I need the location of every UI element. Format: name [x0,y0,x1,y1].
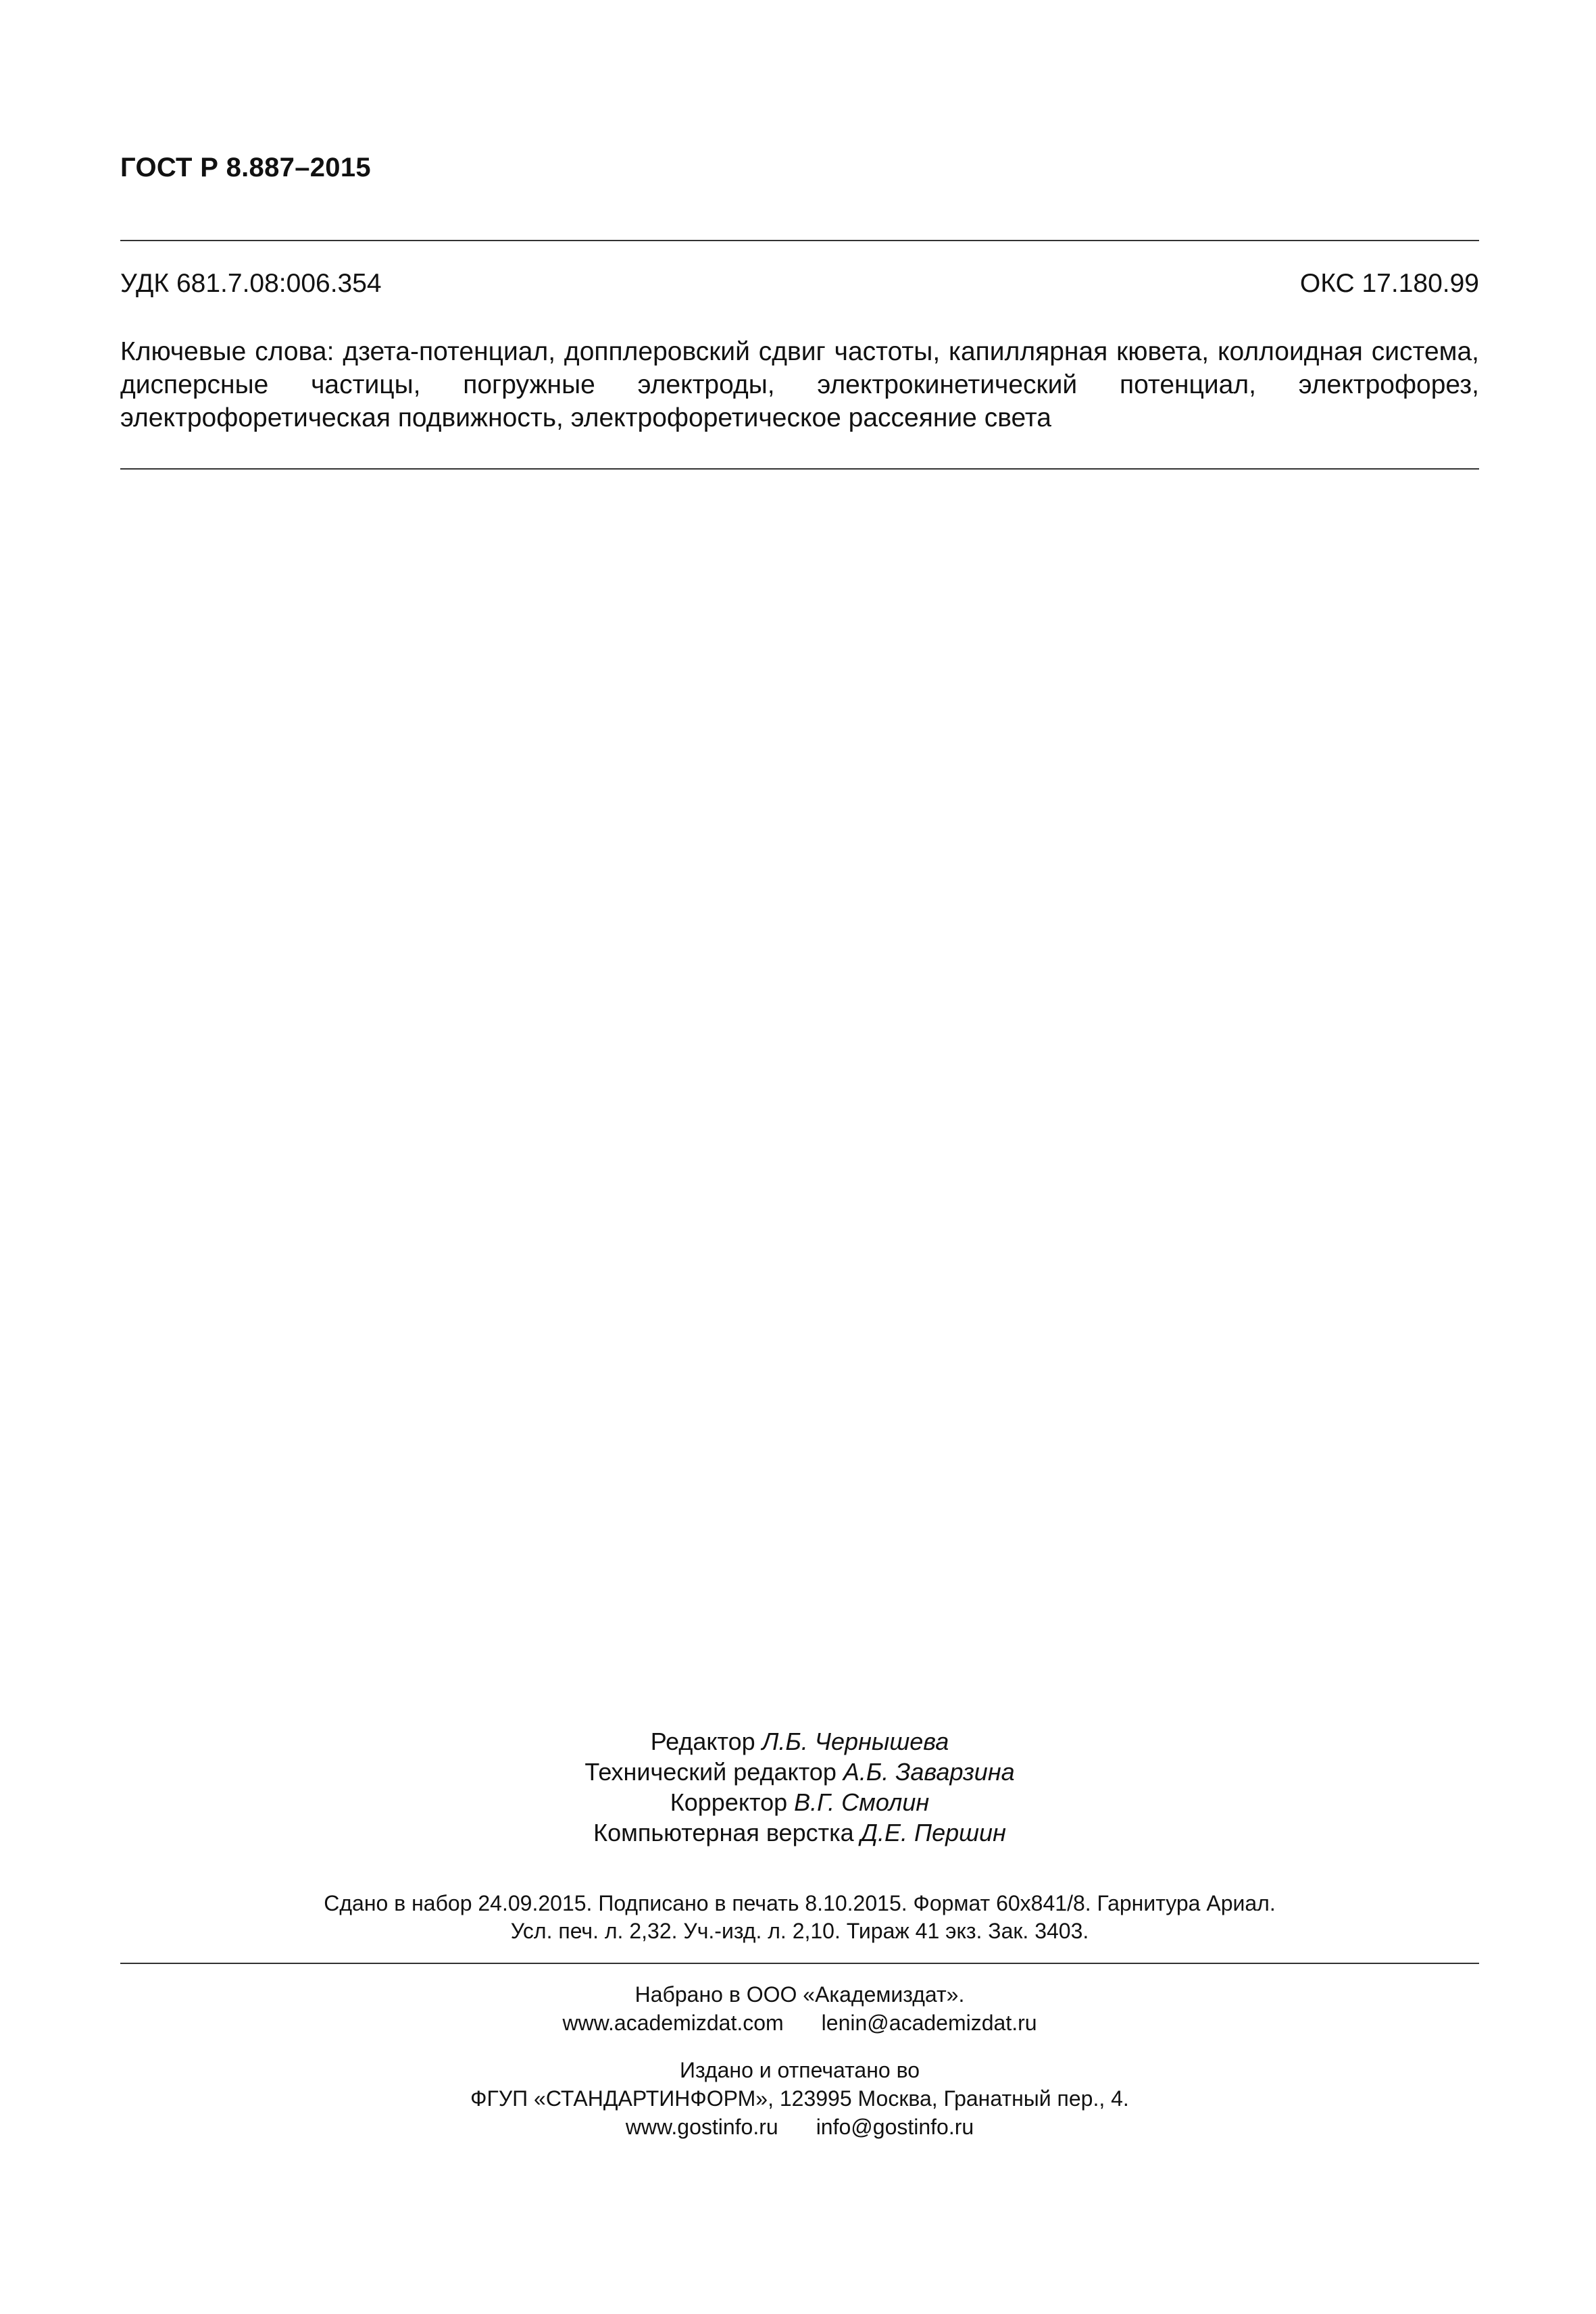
publisher-email-link[interactable]: info@gostinfo.ru [816,2115,974,2139]
keywords-divider [120,468,1479,470]
typeset-email-link[interactable]: lenin@academizdat.ru [821,2011,1037,2035]
print-info-block [120,1890,1479,1945]
print-info-line: Усл. печ. л. 2,32. Уч.-изд. л. 2,10. Тираж 41 экз. Зак. 3403. [510,1919,1089,1943]
udk-code: УДК 681.7.08:006.354 [120,269,382,298]
credit-layout [120,1817,1479,1848]
print-info-line: Сдано в набор 24.09.2015. Подписано в печать 8.10.2015. Формат 60х841/8. Гарнитура Ариал. [324,1891,1276,1915]
typeset-website-link[interactable]: www.academizdat.com [562,2011,784,2035]
document-code: ГОСТ Р 8.887–2015 [120,153,371,182]
keywords-block [120,335,1479,434]
credit-name: Л.Б. Чернышева [762,1728,949,1755]
credit-name: В.Г. Смолин [794,1788,930,1816]
credits-block [120,1726,1479,1848]
publisher-contacts [120,2113,1479,2141]
publisher-block [120,2056,1479,2141]
credit-role: Редактор [650,1728,755,1755]
credit-name: Д.Е. Першин [860,1819,1006,1846]
credit-editor [120,1726,1479,1757]
credit-role: Технический редактор [584,1758,837,1786]
imprint-divider [120,1963,1479,1964]
credit-technical-editor [120,1757,1479,1787]
publisher-address: ФГУП «СТАНДАРТИНФОРМ», 123995 Москва, Гранатный пер., 4. [470,2086,1129,2111]
keywords-label: Ключевые слова: [120,337,334,366]
keywords-text: дзета-потенциал, допплеровский сдвиг частоты, капиллярная кювета, коллоидная система, дисперсные частицы, погружные электроды, электрокинетический потенциал, электрофорез, электрофоретическая подвижность, электрофоретическое рассеяние света [120,337,1479,432]
publisher-line: Издано и отпечатано во [679,2058,920,2082]
top-divider [120,240,1479,241]
publisher-website-link[interactable]: www.gostinfo.ru [625,2115,778,2139]
credit-role: Компьютерная верстка [593,1819,854,1846]
typeset-line: Набрано в ООО «Академиздат». [634,1982,965,2007]
typeset-contacts [120,2009,1479,2037]
typeset-block [120,1980,1479,2037]
credit-role: Корректор [670,1788,788,1816]
credit-proofreader [120,1787,1479,1817]
oks-code: ОКС 17.180.99 [1299,269,1479,298]
credit-name: А.Б. Заварзина [843,1758,1015,1786]
